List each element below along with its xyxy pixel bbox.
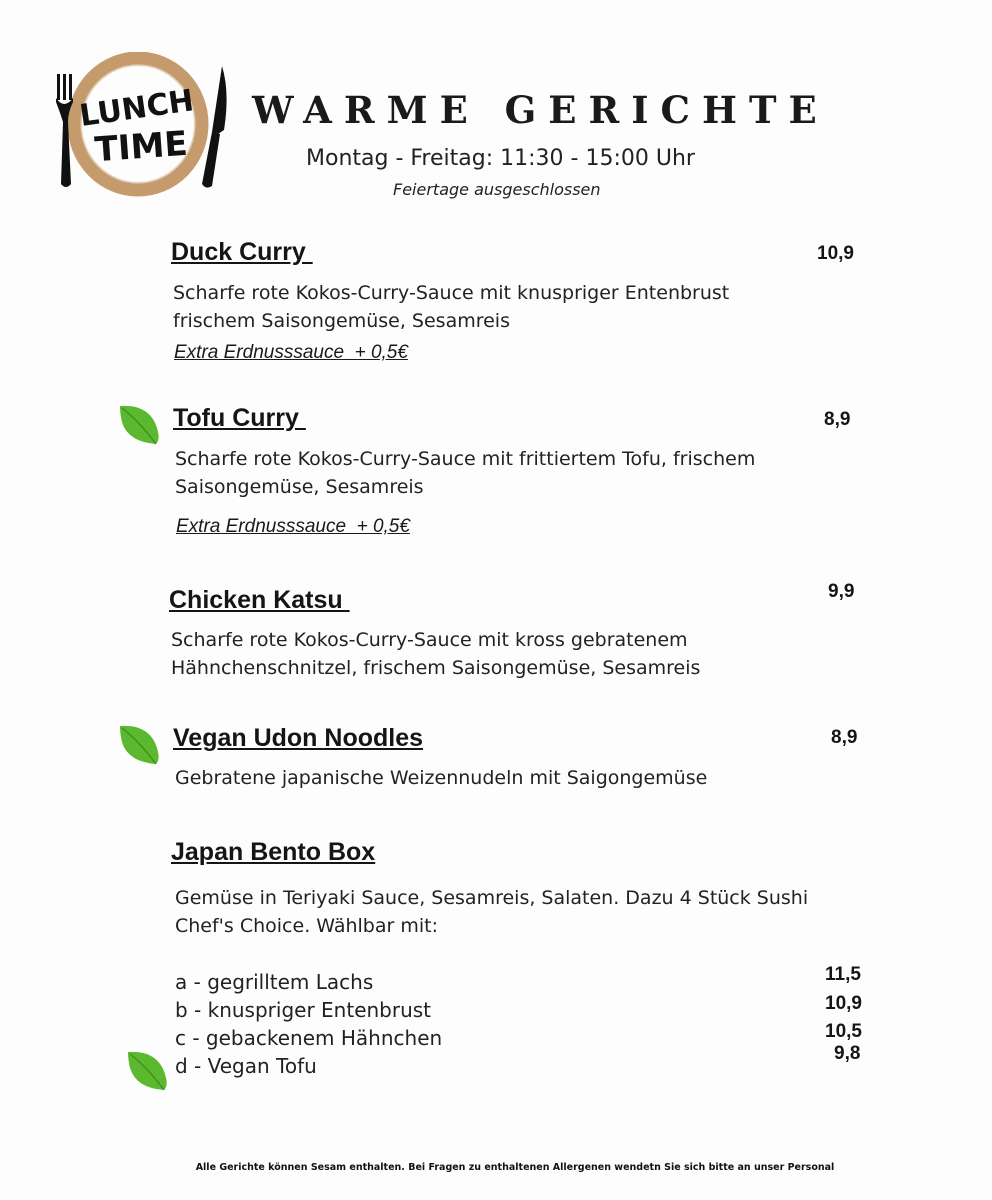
dish-name: Tofu Curry: [173, 404, 306, 432]
description-line: Hähnchenschnitzel, frischem Saisongemüse, Sesamreis: [171, 657, 701, 679]
description-line: Gemüse in Teriyaki Sauce, Sesamreis, Salaten. Dazu 4 Stück Sushi: [175, 887, 809, 909]
description-line: frischem Saisongemüse, Sesamreis: [173, 310, 510, 332]
description-line: Chef's Choice. Wählbar mit:: [175, 915, 439, 937]
bento-option-price: 10,9: [825, 993, 862, 1014]
logo-text-line1: LUNCH: [77, 83, 196, 134]
bento-option: d - Vegan Tofu: [175, 1054, 317, 1078]
bento-option: b - knuspriger Entenbrust: [175, 998, 432, 1022]
description-line: Gebratene japanische Weizennudeln mit Saigongemüse: [175, 767, 708, 789]
lunch-time-logo: [52, 52, 232, 202]
description-line: Saisongemüse, Sesamreis: [175, 476, 424, 498]
description-line: Scharfe rote Kokos-Curry-Sauce mit kross gebratenem: [171, 629, 688, 651]
dish-name: Chicken Katsu: [169, 586, 350, 614]
page-title: WARME GERICHTE: [252, 88, 829, 132]
bento-option-price: 10,5: [825, 1021, 862, 1042]
extra-sauce-option: Extra Erdnusssauce + 0,5€: [174, 342, 408, 363]
leaf-icon: [126, 1048, 170, 1094]
dish-description: [173, 279, 729, 335]
dish-name: Duck Curry: [171, 238, 313, 266]
dish-price: 10,9: [817, 243, 854, 264]
dish-price: 8,9: [824, 409, 851, 430]
leaf-icon: [118, 722, 162, 768]
bento-option: a - gegrilltem Lachs: [175, 970, 374, 994]
dish-description: [171, 626, 700, 682]
allergen-footer-note: Alle Gerichte können Sesam enthalten. Bei Fragen zu enthaltenen Allergenen wendetn Sie sich bitte an unser Personal: [195, 1162, 835, 1173]
description-line: Scharfe rote Kokos-Curry-Sauce mit frittiertem Tofu, frischem: [175, 448, 756, 470]
holiday-note: Feiertage ausgeschlossen: [393, 180, 601, 199]
bento-option: c - gebackenem Hähnchen: [175, 1026, 443, 1050]
description-line: Scharfe rote Kokos-Curry-Sauce mit knuspriger Entenbrust: [173, 282, 730, 304]
extra-sauce-option: Extra Erdnusssauce + 0,5€: [176, 516, 410, 537]
dish-description: [175, 445, 755, 501]
dish-name: Japan Bento Box: [171, 838, 376, 866]
dish-price: 8,9: [831, 727, 858, 748]
dish-name: Vegan Udon Noodles: [173, 724, 424, 752]
opening-hours: Montag - Freitag: 11:30 - 15:00 Uhr: [306, 146, 695, 171]
bento-option-price: 9,8: [834, 1043, 861, 1064]
dish-description: [175, 764, 707, 792]
leaf-icon: [118, 402, 162, 448]
dish-price: 9,9: [828, 581, 855, 602]
bento-option-price: 11,5: [825, 964, 861, 985]
dish-description: [175, 884, 808, 940]
logo-text-line2: TIME: [93, 123, 189, 171]
